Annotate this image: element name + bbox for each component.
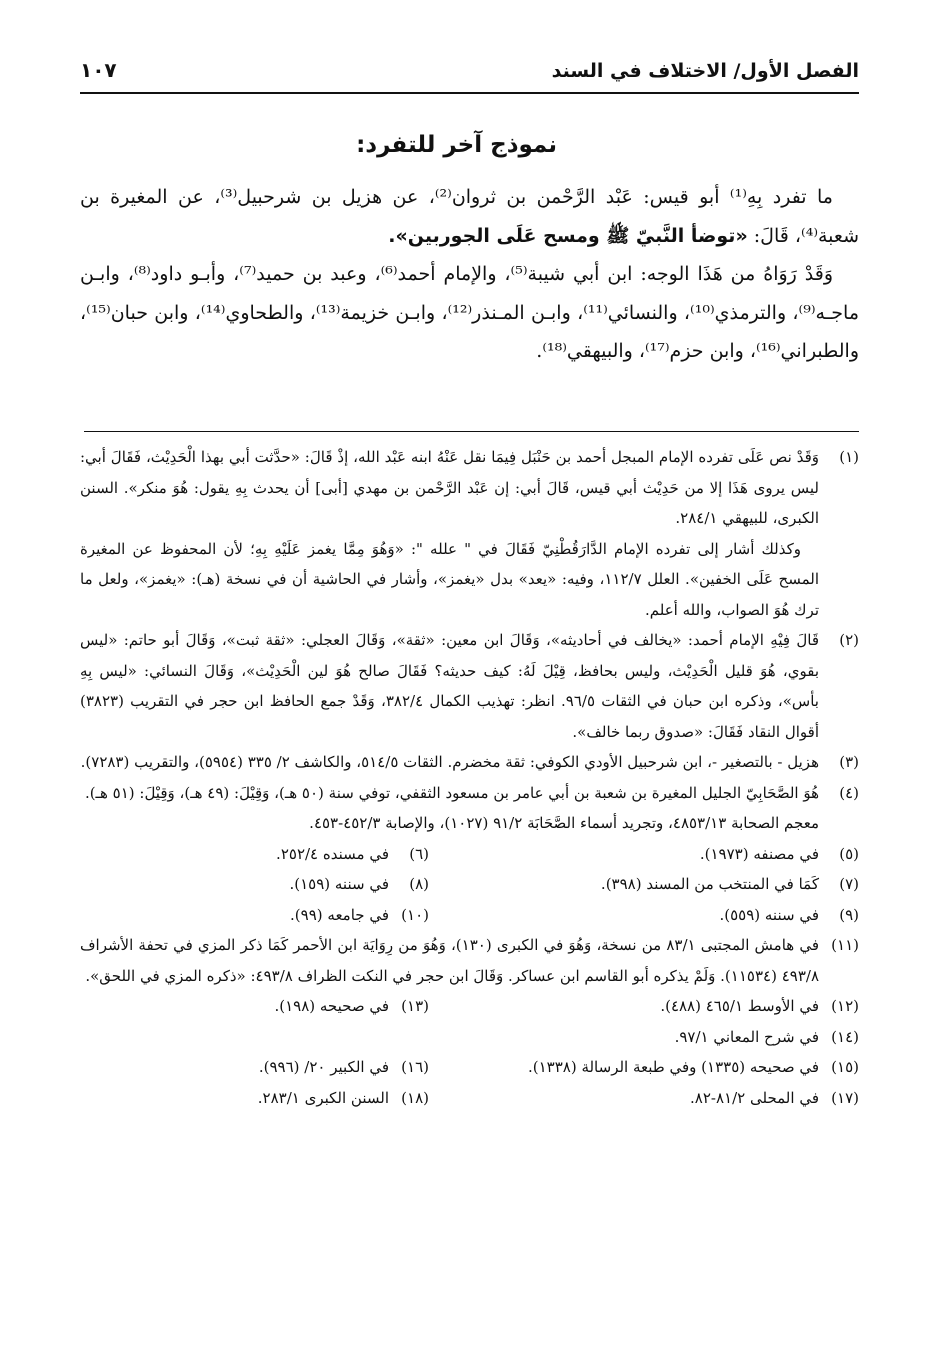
- footnote-text: في سننه (٥٥٩).: [719, 905, 819, 924]
- page-header: [80, 52, 859, 94]
- footnote-number: (١٨): [401, 1088, 429, 1107]
- paragraph-1-text: ما تفرد بِهِ⁽¹⁾ أبو قيس: عَبْد الرَّحْمن بن ثروان⁽²⁾، عن هزيل بن شرحبيل⁽³⁾، عن المغيرة بن شعبة⁽⁴⁾، قَالَ:: [80, 186, 859, 247]
- footnote-8: [0, 869, 429, 900]
- footnote-15: [429, 1052, 859, 1083]
- footnote-16: [0, 1052, 429, 1083]
- footnote-number: (١٦): [401, 1058, 429, 1076]
- page-number: ١٠٧: [80, 58, 117, 82]
- footnote-number: (١): [839, 448, 859, 466]
- footnote-4-continuation: معجم الصحابة ٤٨٥٣/١٣، وتجريد أسماء الصَّحَابَة ٩١/٢ (١٠٢٧)، والإصابة ٤٥٢/٣-٤٥٣.: [309, 814, 819, 832]
- footnote-11: [80, 930, 859, 991]
- footnote-number: (٢): [839, 631, 859, 649]
- footnote-9: [429, 900, 859, 931]
- section-heading: نموذج آخر للتفرد:: [356, 132, 557, 158]
- footnote-2: [80, 625, 859, 747]
- main-text: [80, 178, 859, 371]
- footnote-text: في صحيحه (١٩٨).: [274, 997, 389, 1015]
- footnote-18: [0, 1083, 429, 1114]
- footnote-3: [80, 747, 859, 778]
- footnote-row: [80, 991, 859, 1022]
- footnote-7: [429, 869, 859, 900]
- footnote-text: في الأوسط ٤٦٥/١ (٤٨٨).: [660, 997, 819, 1015]
- paragraph-2: وَقَدْ رَوَاهُ من هَذَا الوجه: ابن أبي شيبة⁽⁵⁾، والإمام أحمد⁽⁶⁾، وعبد بن حميد⁽⁷⁾، وأبـو داود⁽⁸⁾، وابـن ماجـه⁽⁹⁾، والترمذي⁽¹⁰⁾، والنسائي⁽¹¹⁾، وابـن المـنذر⁽¹²⁾، وابـن خزيمة⁽¹³⁾، والطحاوي⁽¹⁴⁾، وابن حبان⁽¹⁵⁾، والطبراني⁽¹⁶⁾، وابن حزم⁽¹⁷⁾، والبيهقي⁽¹⁸⁾.: [80, 263, 859, 362]
- footnote-text: هُوَ الصَّحَابِيّ الجليل المغيرة بن شعبة بن أبي عامر بن مسعود الثقفي، توفي سنة (٥٠ هـ)، وَقِيْلَ: (٤٩ هـ)، وَقِيْلَ: (٥١ هـ).: [84, 783, 819, 802]
- footnote-number: (١٠): [401, 905, 429, 924]
- footnote-number: (٣): [839, 753, 859, 771]
- footnote-text: في سننه (١٥٩).: [289, 875, 389, 893]
- footnotes: [80, 442, 859, 1113]
- footnote-number: (٦): [409, 844, 429, 863]
- footnote-number: (٤): [839, 783, 859, 802]
- footnote-divider: [84, 431, 859, 432]
- footnote-text: في مسنده ٢٥٢/٤.: [276, 844, 389, 863]
- hadith-quote: «توضأ النَّبيّ ﷺ ومسح عَلَى الجوربين».: [388, 224, 748, 247]
- footnote-text: في مصنفه (١٩٧٣).: [699, 844, 819, 863]
- footnote-text: في شرح المعاني ٩٧/١.: [674, 1027, 819, 1046]
- footnote-number: (٨): [409, 875, 429, 893]
- footnote-text: قَالَ فِيْهِ الإمام أحمد: «يخالف في أحاديثه»، وَقَالَ ابن معين: «ثقة»، وَقَالَ العجلي: «ثقة ثبت»، وَقَالَ أبو حاتم: «ليس بقوي، هُوَ قليل الْحَدِيْث، وليس بحافظ، قِيْلَ لَهُ: كيف حديثه؟ فَقَالَ صالح هُوَ لين الْحَدِيْث»، وَقَالَ النسائي: «ليس بِهِ بأس»، وذكره ابن حبان في الثقات ٩٦/٥. انظر: تهذيب الكمال ٣٨٢/٤، وَقَدْ جمع الحافظ ابن حجر في التقريب (٣٨٢٣) أقوال النقاد فَقَالَ: «صدوق ربما خالف».: [80, 631, 819, 741]
- footnote-text: وَقَدْ نص عَلَى تفرده الإمام المبجل أحمد بن حَنْبَل فِيمَا نقل عَنْهُ ابنه عَبْد الله، إذْ قَالَ: «حدَّثت أبي بهذا الْحَدِيْث، فَقَالَ أبي: ليس يروى هَذَا إلا من حَدِيْث أبي قيس، قَالَ أبي: إن عَبْد الرَّحْمن بن مهدي [أبى] أن يحدث بِهِ يقول: هُوَ منكر». السنن الكبرى، للبيهقي ٢٨٤/١.: [80, 448, 819, 527]
- footnote-number: (١٤): [831, 1027, 859, 1046]
- footnote-number: (١٣): [401, 997, 429, 1015]
- footnote-number: (٩): [839, 905, 859, 924]
- paragraph-1: [80, 178, 859, 255]
- footnote-row: [80, 869, 859, 900]
- footnote-row: [80, 900, 859, 931]
- footnote-row: [80, 1052, 859, 1083]
- footnote-1: [80, 442, 859, 534]
- footnote-13: [0, 991, 429, 1022]
- footnote-number: (٧): [839, 875, 859, 893]
- footnote-17: [429, 1083, 859, 1114]
- footnote-text: هزيل - بالتصغير -، ابن شرحبيل الأودي الكوفي: ثقة مخضرم. الثقات ٥١٤/٥، والكاشف ٢/ ٣٣٥ (٥٩٥٤)، والتقريب (٧٢٨٣).: [80, 753, 819, 771]
- footnote-text: في جامعه (٩٩).: [290, 905, 389, 924]
- footnote-number: (١٧): [831, 1088, 859, 1107]
- footnote-row: [80, 1083, 859, 1114]
- footnote-text: في الكبير ٢٠/ (٩٩٦).: [258, 1058, 389, 1076]
- running-title: الفصل الأول/ الاختلاف في السند: [551, 60, 859, 82]
- footnote-text: كَمَا في المنتخب من المسند (٣٩٨).: [600, 875, 819, 893]
- footnote-number: (١٢): [831, 997, 859, 1015]
- footnote-4: [80, 778, 859, 809]
- footnote-12: [429, 991, 859, 1022]
- footnote-1-continuation: وكذلك أشار إلى تفرده الإمام الدَّارَقُطْنِيّ فَقَالَ في " علله ": «وَهُوَ مِمَّا يغمز عَلَيْهِ بِهِ؛ لأن المحفوظ عن المغيرة المسح عَلَى الخفين». العلل ١١٢/٧، وفيه: «يعد» بدل «يغمز»، وأشار في الحاشية أن في نسخة (هـ): «يغمز»، ولعل ما ترك هُوَ الصواب، والله أعلم.: [80, 539, 819, 619]
- footnote-row: [80, 839, 859, 870]
- footnote-number: (١٥): [831, 1058, 859, 1076]
- footnote-text: السنن الكبرى ٢٨٣/١.: [257, 1088, 389, 1107]
- footnote-6: [0, 839, 429, 870]
- footnote-10: [0, 900, 429, 931]
- footnote-number: (١١): [831, 936, 859, 954]
- footnote-text: في المحلى ٨١/٢-٨٢.: [690, 1088, 819, 1107]
- footnote-text: في صحيحه (١٣٣٥) وفي طبعة الرسالة (١٣٣٨).: [527, 1058, 819, 1076]
- footnote-14: [80, 1022, 859, 1053]
- footnote-number: (٥): [839, 844, 859, 863]
- footnote-text: في هامش المجتبى ٨٣/١ من نسخة، وَهُوَ في الكبرى (١٣٠)، وَهُوَ من رِوَايَة ابن الأحمر كَمَا ذكر المزي في تحفة الأشراف ٤٩٣/٨ (١١٥٣٤). وَلَمْ يذكره أبو القاسم ابن عساكر. وَقَالَ ابن حجر في النكت الظراف ٤٩٣/٨: «ذكره المزي في اللحق».: [80, 936, 819, 985]
- footnote-5: [429, 839, 859, 870]
